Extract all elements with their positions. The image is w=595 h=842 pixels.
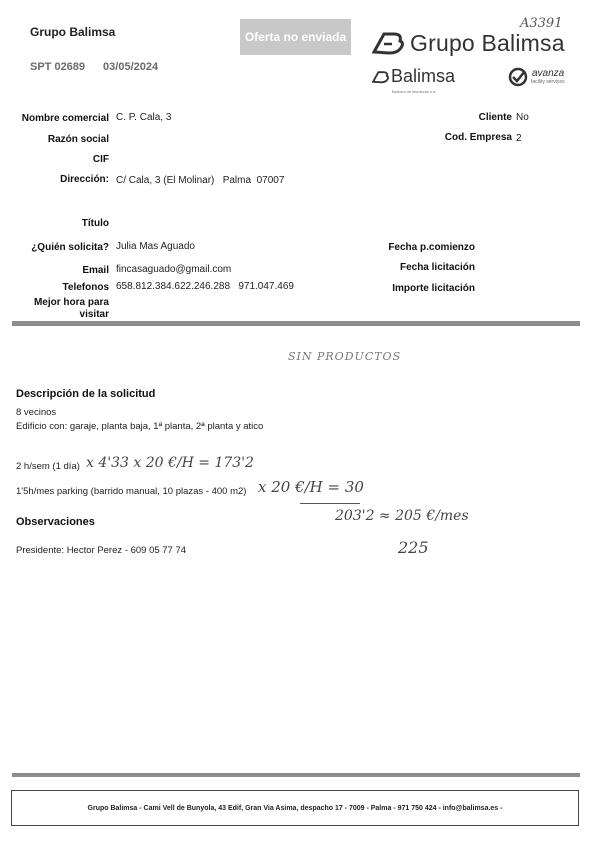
descripcion-title: Descripción de la solicitud (16, 388, 156, 400)
handwritten-note-products: SIN PRODUCTOS (288, 350, 402, 363)
avanza-check-icon (508, 67, 528, 87)
direccion-value: C/ Cala, 3 (El Molinar) Palma 07007 (116, 175, 285, 186)
direccion-label: Dirección: (60, 174, 109, 185)
cod-empresa-label: Cod. Empresa (444, 132, 512, 143)
quien-solicita-label: ¿Quién solicita? (31, 242, 109, 253)
handwritten-final: 225 (398, 538, 429, 557)
fecha-comienzo-label: Fecha p.comienzo (388, 242, 475, 253)
email-label: Email (82, 265, 109, 276)
status-badge: Oferta no enviada (240, 19, 351, 55)
titulo-label: Título (81, 218, 109, 229)
balimsa-b-icon (372, 30, 406, 56)
handwritten-calc-1: x 4'33 x 20 €/H = 173'2 (86, 455, 254, 471)
cif-label: CIF (92, 154, 109, 165)
balimsa-small-b-icon (372, 68, 390, 86)
document-date: 03/05/2024 (103, 61, 159, 73)
descripcion-line-2: Edificio con: garaje, planta baja, 1ª planta, 2ª planta y atico (16, 421, 264, 432)
handwritten-total: 203'2 ≈ 205 €/mes (335, 508, 469, 524)
importe-licitacion-label: Importe licitación (392, 283, 475, 294)
descripcion-line-4: 1'5h/mes parking (barrido manual, 10 plazas - 400 m2) (16, 486, 247, 497)
logo-sub2-tagline: facility services (531, 79, 565, 85)
footer-text: Grupo Balimsa - Cami Vell de Bunyola, 43 Edif, Gran Via Asima, despacho 17 - 7009 - Palma - 971 750 424 - info@balimsa.es - (87, 804, 503, 812)
fecha-licitacion-label: Fecha licitación (399, 262, 475, 273)
logo-main-text: Grupo Balimsa (410, 30, 565, 56)
mejor-hora-label-2: visitar (79, 309, 109, 320)
handwritten-reference: A3391 (520, 16, 563, 31)
footer-divider (12, 773, 580, 777)
razon-social-label: Razón social (47, 134, 109, 145)
section-divider (12, 321, 580, 326)
handwritten-calc-2: x 20 €/H = 30 (258, 478, 364, 496)
nombre-comercial-label: Nombre comercial (21, 113, 109, 124)
descripcion-line-3: 2 h/sem (1 día) (16, 461, 80, 472)
logo-sub2-text: avanza (532, 68, 565, 79)
observaciones-title: Observaciones (16, 516, 95, 528)
spt-number: SPT 02689 (30, 61, 86, 73)
observaciones-text: Presidente: Hector Perez - 609 05 77 74 (16, 545, 187, 556)
footer (11, 790, 579, 826)
telefonos-label: Telefonos (62, 282, 109, 293)
telefonos-value: 658.812.384.622.246.288 971.047.469 (116, 281, 294, 292)
cliente-label: Cliente (478, 112, 512, 123)
nombre-comercial-value: C. P. Cala, 3 (116, 112, 172, 123)
email-value: fincasaguado@gmail.com (116, 264, 232, 275)
reference-line (30, 61, 158, 73)
mejor-hora-label: Mejor hora para (33, 297, 109, 308)
company-name: Grupo Balimsa (30, 25, 116, 39)
cliente-value: No (516, 112, 529, 123)
cod-empresa-value: 2 (516, 133, 522, 144)
logo-sub1-tagline: Balears de limpiezas s.a. (392, 89, 437, 94)
handwritten-sum-line (300, 503, 360, 504)
quien-solicita-value: Julia Mas Aguado (116, 241, 195, 252)
logo-sub1-text: Balimsa (391, 66, 456, 86)
descripcion-line-1: 8 vecinos (16, 407, 57, 418)
